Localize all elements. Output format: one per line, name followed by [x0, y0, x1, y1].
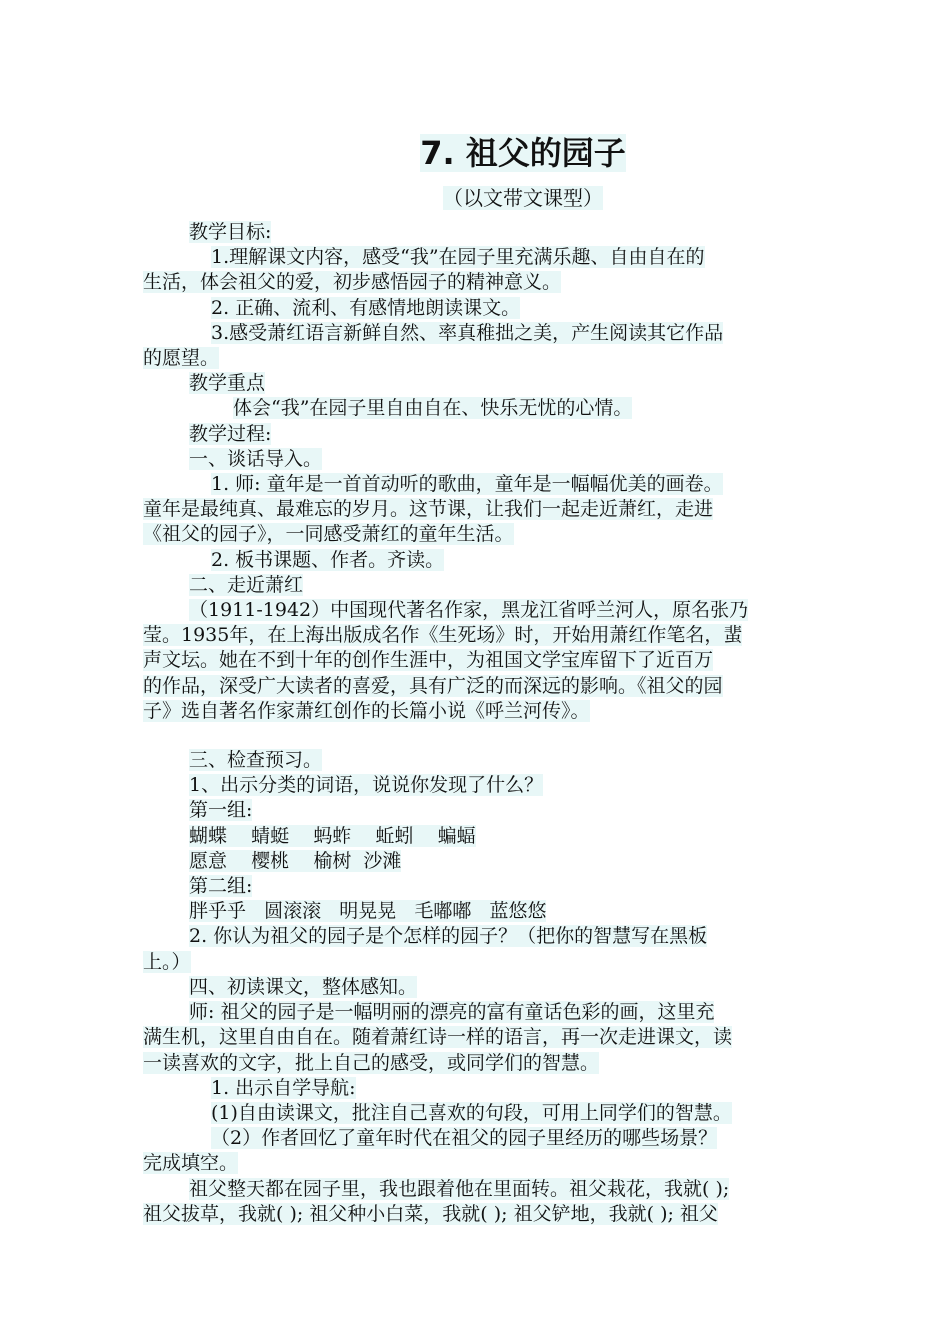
- text-line-content: 完成填空。: [143, 1152, 239, 1175]
- text-line: [143, 1202, 813, 1227]
- text-line: [143, 497, 813, 522]
- text-line-content: 教学重点: [189, 372, 266, 395]
- text-line: [143, 321, 813, 346]
- text-line: [143, 674, 813, 699]
- text-line-content: 莹。1935年，在上海出版成名作《生死场》时，开始用萧红作笔名，蜚: [143, 624, 743, 647]
- text-line: [143, 773, 813, 798]
- text-line: [143, 874, 813, 899]
- text-line: [143, 950, 813, 975]
- text-line: [143, 1101, 813, 1126]
- text-line: [143, 447, 813, 472]
- text-line: [143, 371, 813, 396]
- text-line: [143, 748, 813, 773]
- page-title-text: 7. 祖父的园子: [420, 134, 626, 172]
- text-line-content: （1911-1942）中国现代著名作家，黑龙江省呼兰河人，原名张乃: [189, 599, 749, 622]
- text-line-content: 满生机，这里自由自在。随着萧红诗一样的语言，再一次走进课文，读: [143, 1026, 733, 1049]
- text-line-content: 祖父整天都在园子里，我也跟着他在里面转。祖父栽花，我就( );: [189, 1177, 730, 1200]
- text-line-content: 一、谈话导入。: [189, 447, 323, 470]
- text-line-content: 1、出示分类的词语，说说你发现了什么？: [189, 774, 544, 797]
- document-body: [143, 220, 813, 1227]
- text-line-content: 2. 你认为祖父的园子是个怎样的园子？（把你的智慧写在黑板: [189, 925, 708, 948]
- text-line: [143, 220, 813, 245]
- text-line-content: 祖父拔草，我就( ); 祖父种小白菜，我就( ); 祖父铲地，我就( ); 祖父: [143, 1202, 718, 1225]
- text-line-content: 1. 出示自学导航:: [211, 1076, 356, 1099]
- text-line-content: 的愿望。: [143, 347, 220, 370]
- text-line: [143, 699, 813, 724]
- text-line: [143, 422, 813, 447]
- text-line-content: 教学目标:: [189, 221, 272, 243]
- text-line: [143, 623, 813, 648]
- text-line: [143, 1025, 813, 1050]
- text-line: [143, 598, 813, 623]
- text-line: [143, 1000, 813, 1025]
- page-subtitle-text: （以文带文课型）: [443, 186, 603, 210]
- page-title: [143, 130, 813, 176]
- text-line: [143, 849, 813, 874]
- text-line-content: 体会“我”在园子里自由自在、快乐无忧的心情。: [233, 397, 633, 420]
- text-line-content: 《祖父的园子》，一同感受萧红的童年生活。: [143, 523, 514, 546]
- text-line: [143, 296, 813, 321]
- text-line-content: 四、初读课文，整体感知。: [189, 975, 418, 998]
- text-line: [143, 548, 813, 573]
- text-line-content: 1.理解课文内容，感受“我”在园子里充满乐趣、自由自在的: [211, 246, 705, 269]
- text-line: [143, 648, 813, 673]
- text-line: [143, 396, 813, 421]
- text-line: [143, 472, 813, 497]
- text-line-content: 1. 师: 童年是一首首动听的歌曲，童年是一幅幅优美的画卷。: [211, 473, 723, 496]
- document-page: [143, 130, 813, 1227]
- text-line-content: 教学过程:: [189, 422, 272, 445]
- text-line-content: 2. 板书课题、作者。齐读。: [211, 548, 445, 571]
- text-line-content: 师: 祖父的园子是一幅明丽的漂亮的富有童话色彩的画，这里充: [189, 1001, 715, 1024]
- text-line: [143, 1126, 813, 1151]
- text-line-content: 愿意 樱桃 榆树 沙滩: [189, 849, 402, 872]
- text-line-content: 二、走近萧红: [189, 573, 304, 596]
- text-line: [143, 924, 813, 949]
- text-line-content: (1)自由读课文，批注自己喜欢的句段，可用上同学们的智慧。: [211, 1101, 732, 1124]
- text-line-content: 第二组:: [189, 875, 253, 898]
- text-line: [143, 270, 813, 295]
- text-line-content: 蝴蝶 蜻蜓 蚂蚱 蚯蚓 蝙蝠: [189, 824, 476, 847]
- text-line: [143, 798, 813, 823]
- text-line-content: 一读喜欢的文字，批上自己的感受，或同学们的智慧。: [143, 1051, 600, 1074]
- text-line-content: 上。）: [143, 950, 191, 973]
- text-line-content: 三、检查预习。: [189, 749, 323, 772]
- text-line-content: 的作品，深受广大读者的喜爱，具有广泛的而深远的影响。《祖父的园: [143, 674, 723, 697]
- text-line-content: 第一组:: [189, 799, 253, 822]
- text-line: [143, 573, 813, 598]
- text-line-content: 生活，体会祖父的爱，初步感悟园子的精神意义。: [143, 271, 562, 294]
- text-line: [143, 245, 813, 270]
- text-line: [143, 975, 813, 1000]
- text-line-content: 子》选自著名作家萧红创作的长篇小说《呼兰河传》。: [143, 699, 590, 722]
- text-line-content: 3.感受萧红语言新鲜自然、率真稚拙之美，产生阅读其它作品: [211, 321, 724, 344]
- text-line: [143, 522, 813, 547]
- text-line-content: 2. 正确、流利、有感情地朗读课文。: [211, 296, 521, 319]
- text-line-content: 胖乎乎 圆滚滚 明晃晃 毛嘟嘟 蓝悠悠: [189, 900, 547, 923]
- text-line: [143, 1076, 813, 1101]
- text-line: [143, 1177, 813, 1202]
- text-line: [143, 899, 813, 924]
- text-line-content: 童年是最纯真、最难忘的岁月。这节课，让我们一起走近萧红，走进: [143, 498, 714, 521]
- page-subtitle: [143, 182, 813, 214]
- text-line-content: （2）作者回忆了童年时代在祖父的园子里经历的哪些场景？: [211, 1127, 718, 1150]
- text-line: [143, 1051, 813, 1076]
- text-line: [143, 824, 813, 849]
- blank-line: [143, 724, 813, 748]
- text-line-content: 声文坛。她在不到十年的创作生涯中，为祖国文学宝库留下了近百万: [143, 649, 714, 672]
- text-line: [143, 1151, 813, 1176]
- text-line: [143, 346, 813, 371]
